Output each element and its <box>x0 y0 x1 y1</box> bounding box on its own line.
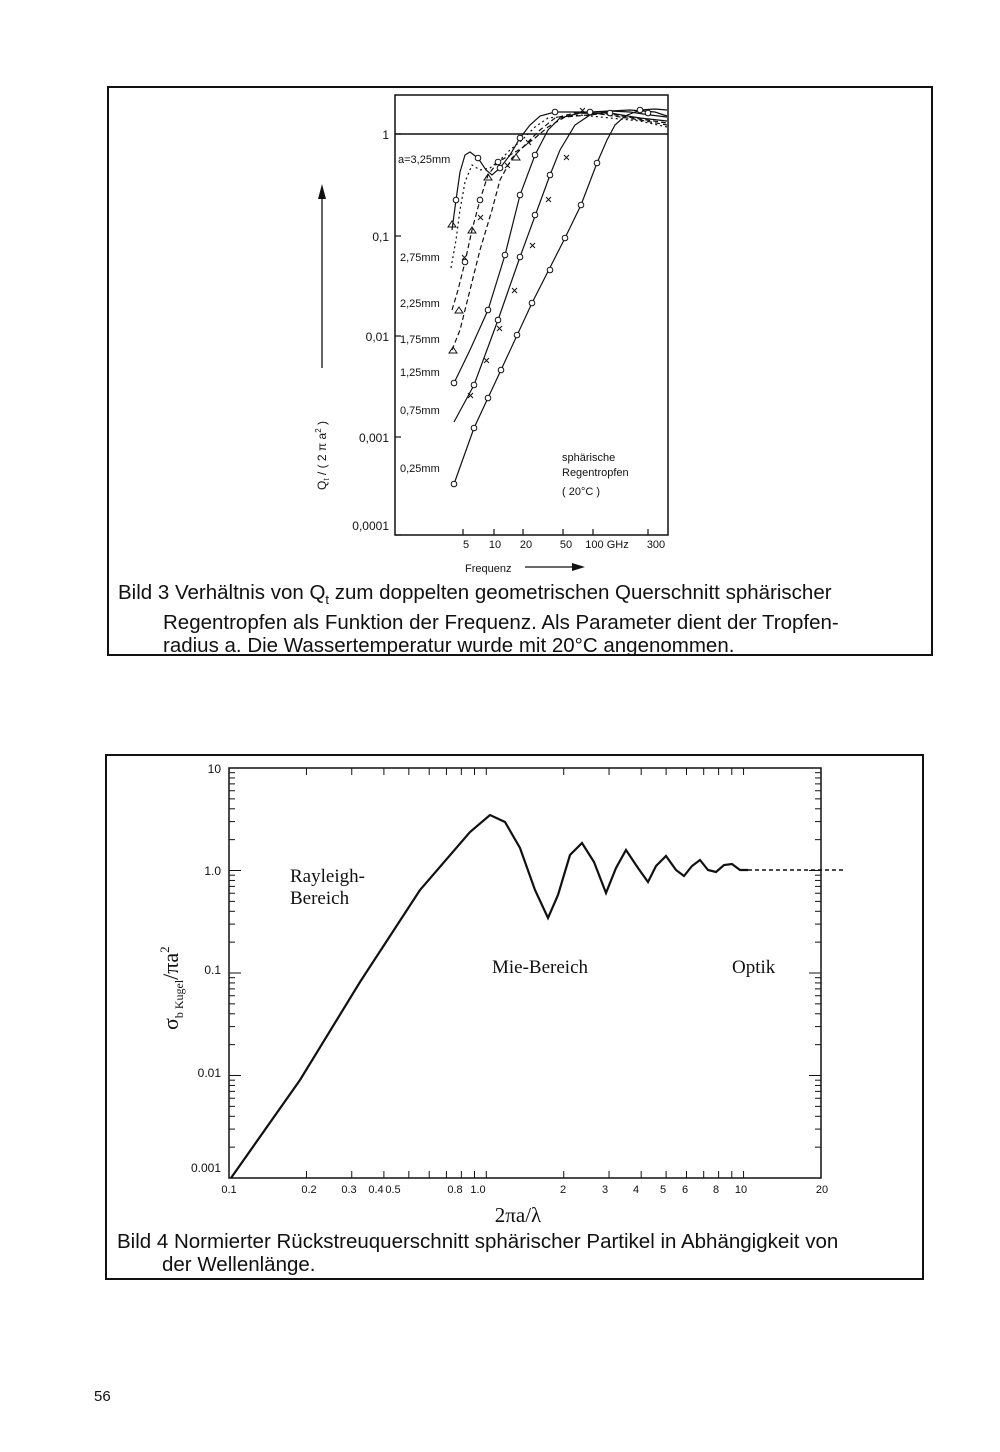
figure-4-chart <box>0 740 1000 1240</box>
fig4-xtick-20: 20 <box>815 1184 829 1196</box>
fig3-annotation-line2: Regentropfen <box>562 467 629 479</box>
fig3-curve-label-2-75: 2,75mm <box>400 252 440 264</box>
fig4-xaxis-label: 2πa/λ <box>494 1203 542 1227</box>
fig4-optik-label: Optik <box>732 957 776 978</box>
fig4-xtick-1-0: 1.0 <box>470 1184 486 1196</box>
fig3-curve-2-25mm <box>452 114 667 310</box>
fig3-curve-3-25mm <box>452 110 667 230</box>
fig4-yaxis-label: $\sigma_{b Kugel}/\pi a^2$ <box>157 946 186 1030</box>
fig3-xtick-5: 5 <box>462 539 470 551</box>
fig4-xtick-3: 3 <box>601 1184 609 1196</box>
figure-3-chart <box>0 0 1000 600</box>
fig3-curve-0-25mm <box>454 109 667 484</box>
fig4-xtick-2: 2 <box>559 1184 567 1196</box>
fig4-ytick-0-01: 0.01 <box>197 1066 221 1080</box>
fig4-xtick-5: 5 <box>659 1184 667 1196</box>
fig4-xtick-10: 10 <box>734 1184 748 1196</box>
fig3-curve-2-75mm <box>451 115 667 268</box>
fig3-xtick-10: 10 <box>488 539 502 551</box>
fig3-xtick-300: 300 <box>646 539 666 551</box>
fig4-ytick-0-1: 0.1 <box>204 963 221 977</box>
fig3-annotation-line3: ( 20°C ) <box>562 486 601 498</box>
fig4-xtick-0-8: 0.8 <box>447 1184 463 1196</box>
fig3-xtick-100ghz: 100 GHz <box>585 539 629 551</box>
fig4-rayleigh-label: Rayleigh- <box>290 866 365 887</box>
fig3-ytick-0-001: 0,001 <box>358 431 389 445</box>
fig4-xtick-0-4: 0.4 <box>368 1184 384 1196</box>
fig4-xtick-6: 6 <box>681 1184 689 1196</box>
fig4-ytick-1-0: 1.0 <box>204 864 221 878</box>
fig4-xtick-0-2: 0.2 <box>301 1184 317 1196</box>
fig4-xtick-4: 4 <box>632 1184 640 1196</box>
fig4-xtick-8: 8 <box>712 1184 720 1196</box>
fig4-ytick-0-001: 0.001 <box>190 1161 221 1175</box>
fig3-curve-label-2-25: 2,25mm <box>400 298 440 310</box>
fig3-curve-label-0-25: 0,25mm <box>400 463 440 475</box>
fig4-xtick-0-5: 0.5 <box>385 1184 401 1196</box>
fig3-xaxis-label: Frequenz <box>465 563 512 575</box>
fig3-curve-label-1-75: 1,75mm <box>400 334 440 346</box>
fig3-curve-0-75mm <box>454 111 667 422</box>
fig3-ytick-0-0001: 0,0001 <box>352 519 389 533</box>
fig3-ytick-0-01: 0,01 <box>365 330 389 344</box>
fig3-annotation-line1: sphärische <box>562 452 616 464</box>
fig4-mie-label: Mie-Bereich <box>492 957 589 978</box>
fig3-ytick-0-1: 0,1 <box>372 230 389 244</box>
figure-4-caption: Bild 4 Normierter Rückstreuquerschnitt sphärischer Partikel in Abhängigkeit von der Wellenlänge. <box>117 1230 839 1276</box>
fig3-curve-label-3-25: a=3,25mm <box>398 154 451 166</box>
fig3-xtick-50: 50 <box>559 539 573 551</box>
fig3-yaxis-label: $Q_t$ / ( 2 π $a^2$ ) <box>314 420 331 490</box>
page-number: 56 <box>94 1388 111 1405</box>
fig3-curve-label-1-25: 1,25mm <box>400 367 440 379</box>
fig4-ytick-10: 10 <box>207 762 221 776</box>
fig3-curve-1-75mm <box>452 113 667 350</box>
fig4-xtick-0-3: 0.3 <box>341 1184 357 1196</box>
fig3-curve-label-0-75: 0,75mm <box>400 405 440 417</box>
fig4-xtick-0-1: 0.1 <box>221 1184 237 1196</box>
fig4-rayleigh-label-line2: Bereich <box>290 888 350 909</box>
fig3-xtick-20: 20 <box>519 539 533 551</box>
fig3-ytick-1: 1 <box>382 128 389 142</box>
figure-3-caption: Bild 3 Verhältnis von $Q_t$ zum doppelten geometrischen Querschnitt sphärischer Regentropfen als Funktion der Frequenz. Als Parameter dient der Tropfen- radius a. Die Wassertemperatur wurde mit 20°C angenommen. <box>118 581 839 658</box>
